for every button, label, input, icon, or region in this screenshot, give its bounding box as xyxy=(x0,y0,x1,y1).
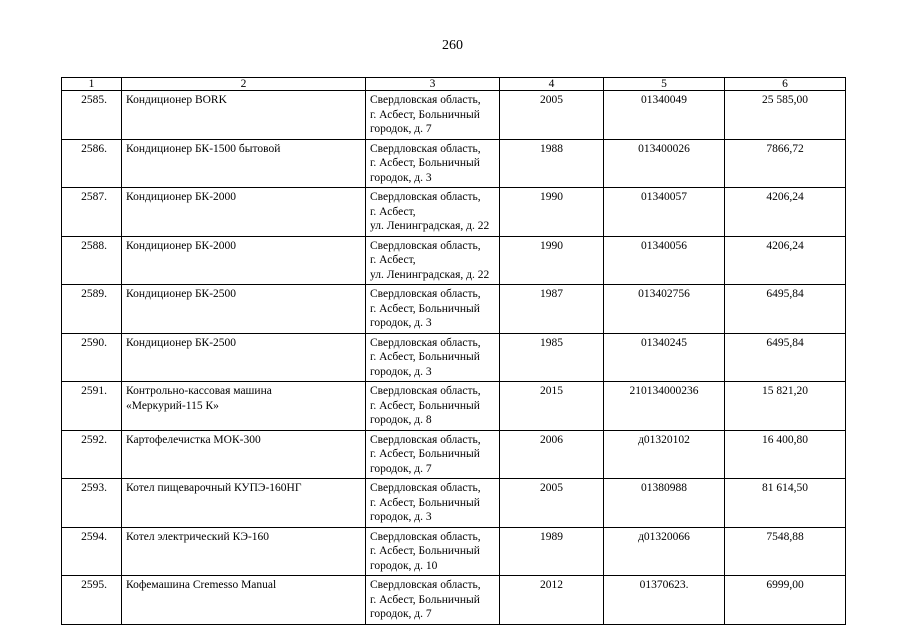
cost-cell: 4206,24 xyxy=(725,236,846,285)
table-row xyxy=(62,527,846,576)
row-number-cell: 2590. xyxy=(62,333,122,382)
inventory-number-cell: 01340049 xyxy=(604,91,725,140)
item-name-cell: Котел пищеварочный КУПЭ-160НГ xyxy=(122,479,366,528)
address-cell: Свердловская область, г. Асбест, Больничный городок, д. 8 xyxy=(366,382,500,431)
item-name-cell: Кондиционер БК-2000 xyxy=(122,188,366,237)
inventory-number-cell: 01380988 xyxy=(604,479,725,528)
row-number-cell: 2585. xyxy=(62,91,122,140)
inventory-number-cell: 01370623. xyxy=(604,576,725,625)
cost-cell: 81 614,50 xyxy=(725,479,846,528)
address-cell: Свердловская область, г. Асбест, Больничный городок, д. 7 xyxy=(366,91,500,140)
table-row xyxy=(62,91,846,140)
row-number-cell: 2592. xyxy=(62,430,122,479)
column-header: 6 xyxy=(725,78,846,91)
item-name-cell: Кондиционер БК-2500 xyxy=(122,333,366,382)
table-row xyxy=(62,430,846,479)
year-cell: 2005 xyxy=(500,479,604,528)
row-number-cell: 2588. xyxy=(62,236,122,285)
row-number-cell: 2594. xyxy=(62,527,122,576)
cost-cell: 6495,84 xyxy=(725,333,846,382)
table-row xyxy=(62,382,846,431)
page-number: 260 xyxy=(442,38,463,53)
inventory-number-cell: 01340245 xyxy=(604,333,725,382)
table-row xyxy=(62,188,846,237)
item-name-cell: Кондиционер БК-2000 xyxy=(122,236,366,285)
address-cell: Свердловская область, г. Асбест, Больничный городок, д. 3 xyxy=(366,333,500,382)
address-cell: Свердловская область, г. Асбест, Больничный городок, д. 3 xyxy=(366,285,500,334)
table-row xyxy=(62,333,846,382)
address-cell: Свердловская область, г. Асбест, ул. Ленинградская, д. 22 xyxy=(366,188,500,237)
cost-cell: 6999,00 xyxy=(725,576,846,625)
year-cell: 1990 xyxy=(500,236,604,285)
item-name-cell: Контрольно-кассовая машина «Меркурий-115 К» xyxy=(122,382,366,431)
item-name-cell: Кондиционер БК-1500 бытовой xyxy=(122,139,366,188)
year-cell: 2015 xyxy=(500,382,604,431)
column-header: 1 xyxy=(62,78,122,91)
column-header: 2 xyxy=(122,78,366,91)
row-number-cell: 2589. xyxy=(62,285,122,334)
table-header-row xyxy=(62,78,846,91)
inventory-number-cell: д01320102 xyxy=(604,430,725,479)
row-number-cell: 2591. xyxy=(62,382,122,431)
column-header: 3 xyxy=(366,78,500,91)
cost-cell: 7866,72 xyxy=(725,139,846,188)
table-row xyxy=(62,479,846,528)
row-number-cell: 2587. xyxy=(62,188,122,237)
item-name-cell: Картофелечистка МОК-300 xyxy=(122,430,366,479)
address-cell: Свердловская область, г. Асбест, Больничный городок, д. 10 xyxy=(366,527,500,576)
year-cell: 2012 xyxy=(500,576,604,625)
table-row xyxy=(62,576,846,625)
year-cell: 1988 xyxy=(500,139,604,188)
cost-cell: 25 585,00 xyxy=(725,91,846,140)
address-cell: Свердловская область, г. Асбест, ул. Ленинградская, д. 22 xyxy=(366,236,500,285)
property-table xyxy=(61,77,846,625)
cost-cell: 16 400,80 xyxy=(725,430,846,479)
cost-cell: 15 821,20 xyxy=(725,382,846,431)
item-name-cell: Кондиционер BORK xyxy=(122,91,366,140)
cost-cell: 6495,84 xyxy=(725,285,846,334)
inventory-number-cell: д01320066 xyxy=(604,527,725,576)
inventory-number-cell: 013402756 xyxy=(604,285,725,334)
year-cell: 1987 xyxy=(500,285,604,334)
inventory-number-cell: 013400026 xyxy=(604,139,725,188)
year-cell: 1989 xyxy=(500,527,604,576)
row-number-cell: 2586. xyxy=(62,139,122,188)
address-cell: Свердловская область, г. Асбест, Больничный городок, д. 3 xyxy=(366,139,500,188)
cost-cell: 7548,88 xyxy=(725,527,846,576)
inventory-number-cell: 210134000236 xyxy=(604,382,725,431)
cost-cell: 4206,24 xyxy=(725,188,846,237)
year-cell: 2006 xyxy=(500,430,604,479)
table-row xyxy=(62,139,846,188)
address-cell: Свердловская область, г. Асбест, Больничный городок, д. 7 xyxy=(366,576,500,625)
column-header: 4 xyxy=(500,78,604,91)
year-cell: 1990 xyxy=(500,188,604,237)
item-name-cell: Кофемашина Cremesso Manual xyxy=(122,576,366,625)
table-row xyxy=(62,285,846,334)
column-header: 5 xyxy=(604,78,725,91)
row-number-cell: 2593. xyxy=(62,479,122,528)
row-number-cell: 2595. xyxy=(62,576,122,625)
address-cell: Свердловская область, г. Асбест, Больничный городок, д. 7 xyxy=(366,430,500,479)
year-cell: 2005 xyxy=(500,91,604,140)
table-row xyxy=(62,236,846,285)
item-name-cell: Кондиционер БК-2500 xyxy=(122,285,366,334)
inventory-number-cell: 01340057 xyxy=(604,188,725,237)
inventory-number-cell: 01340056 xyxy=(604,236,725,285)
address-cell: Свердловская область, г. Асбест, Больничный городок, д. 3 xyxy=(366,479,500,528)
item-name-cell: Котел электрический КЭ-160 xyxy=(122,527,366,576)
year-cell: 1985 xyxy=(500,333,604,382)
